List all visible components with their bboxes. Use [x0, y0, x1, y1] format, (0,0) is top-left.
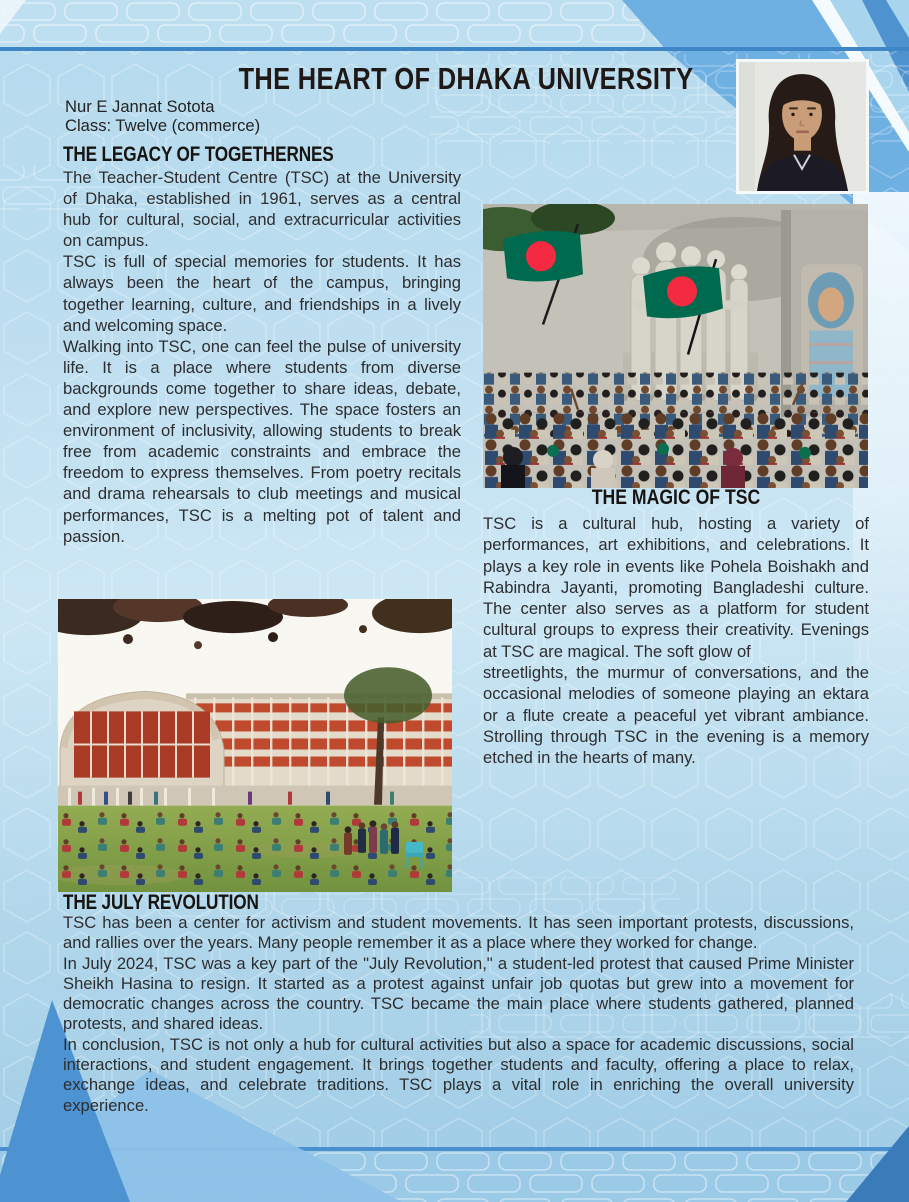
- july-paragraph: In conclusion, TSC is not only a hub for cultural activities but also a space for academic discussions, social interactions, and student engagement. It brings together students and faculty, offering a place to relax, exchange ideas, and celebrate traditions. TSC plays a vital role in enriching the overall university experience.: [63, 1034, 854, 1115]
- magic-paragraph: streetlights, the murmur of conversations, and the occasional melodies of someone playing an ektara or a flute create a peaceful yet vibrant ambiance. Strolling through TSC in the evening is a memory etched in the hearts of many.: [483, 663, 869, 768]
- july-paragraph: In July 2024, TSC was a key part of the "July Revolution," a student-led protest that caused Prime Minister Sheikh Hasina to resign. It started as a protest against unfair job quotas but grew into a movement for democratic changes across the country. TSC became the main place where students gathered, planned protests, and shared ideas.: [63, 953, 854, 1034]
- campus-illustration: [58, 599, 452, 892]
- crowd: [483, 373, 868, 488]
- magic-paragraph: TSC is a cultural hub, hosting a variety of performances, art exhibitions, and celebrations. It plays a key role in events like Pohela Boishakh and Rabindra Jayanti, promoting Bangladeshi culture. The center also serves as a platform for student cultural groups to express their creativity. Evenings at TSC are magical. The soft glow of: [483, 514, 869, 661]
- legacy-paragraph: The Teacher-Student Centre (TSC) at the University of Dhaka, established in 1961, serves as a central hub for cultural, social, and extracurricular activities on campus.: [63, 168, 461, 251]
- section-heading-legacy: THE LEGACY OF TOGETHERNES: [63, 142, 334, 166]
- author-portrait-photo: [736, 59, 869, 194]
- campus-photo: [58, 599, 452, 892]
- legacy-paragraph: Walking into TSC, one can feel the pulse of university life. It is a place where students from diverse backgrounds come together to share ideas, debate, and explore new perspectives. The space fosters an environment of inclusivity, allowing students to break free from academic constraints and embrace the freedom to express themselves. From poetry recitals and drama rehearsals to club meetings and musical performances, TSC is a melting pot of talent and passion.: [63, 336, 461, 546]
- magic-text-column: [483, 513, 869, 769]
- july-paragraph: TSC has been a center for activism and student movements. It has seen important protests, discussions, and rallies over the years. Many people remember it as a place where they worked for change.: [63, 913, 854, 953]
- colonnade: [58, 786, 452, 808]
- protest-illustration: [483, 204, 868, 488]
- author-name: Nur E Jannat Sotota: [65, 97, 215, 116]
- legacy-text-column: [63, 167, 461, 547]
- portrait-illustration: [739, 62, 866, 191]
- section-heading-july: THE JULY REVOLUTION: [63, 890, 259, 914]
- july-text-block: [63, 913, 854, 1116]
- author-class: Class: Twelve (commerce): [65, 115, 261, 135]
- protest-photo: [483, 204, 868, 488]
- page-title: THE HEART OF DHAKA UNIVERSITY: [238, 61, 694, 96]
- legacy-paragraph: TSC is full of special memories for students. It has always been the heart of the campus, bringing together learning, culture, and friendships in a lively and welcoming space.: [63, 252, 461, 335]
- author-block: [65, 98, 260, 135]
- section-heading-magic: THE MAGIC OF TSC: [591, 485, 761, 509]
